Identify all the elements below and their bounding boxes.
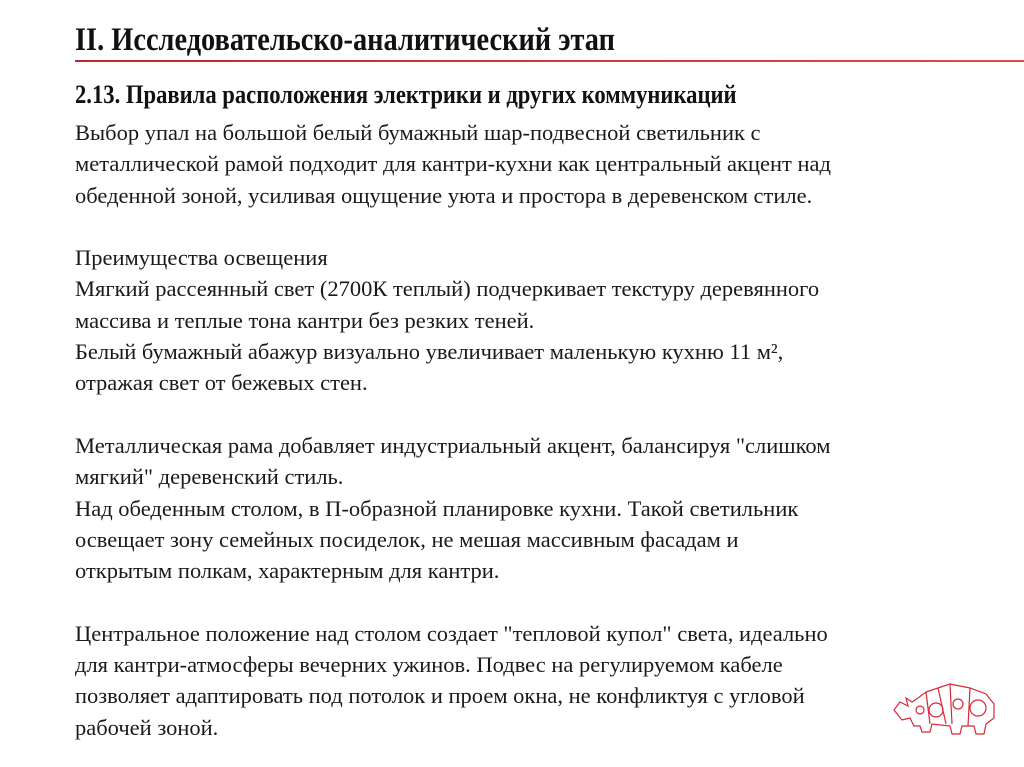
body-line: Мягкий рассеянный свет (2700К теплый) подчеркивает текстуру деревянного [75, 276, 820, 302]
body-line: металлической рамой подходит для кантри-кухни как центральный акцент над [75, 151, 831, 177]
body-line: массива и теплые тона кантри без резких теней. [75, 307, 535, 333]
body-line: открытым полкам, характерным для кантри. [75, 558, 500, 584]
slide-title: II. Исследовательско-аналитический этап [75, 22, 615, 58]
blank-line [75, 211, 831, 242]
rhino-logo-icon [890, 680, 1000, 740]
body-line: обеденной зоной, усиливая ощущение уюта и простора в деревенском стиле. [75, 182, 813, 208]
title-divider [75, 60, 1024, 62]
body-line: Выбор упал на большой белый бумажный шар-подвесной светильник с [75, 120, 761, 145]
body-line: отражая свет от бежевых стен. [75, 370, 368, 396]
body-line: Центральное положение над столом создает "тепловой купол" света, идеально [75, 620, 828, 646]
blank-line [75, 399, 831, 430]
body-line: для кантри-атмосферы вечерних ужинов. Подвес на регулируемом кабеле [75, 652, 783, 678]
body-line: Над обеденным столом, в П-образной планировке кухни. Такой светильник [75, 495, 799, 521]
body-line: рабочей зоной. [75, 714, 219, 740]
body-line: Металлическая рама добавляет индустриальный акцент, балансируя "слишком [75, 432, 831, 458]
body-line: Белый бумажный абажур визуально увеличивает маленькую кухню 11 м², [75, 339, 784, 365]
blank-line [75, 586, 831, 617]
body-line: мягкий" деревенский стиль. [75, 464, 344, 490]
slide-body [75, 117, 831, 743]
body-line: Преимущества освещения [75, 245, 328, 271]
slide-subtitle: 2.13. Правила расположения электрики и других коммуникаций [75, 80, 737, 109]
body-line: освещает зону семейных посиделок, не мешая массивным фасадам и [75, 526, 739, 552]
body-line: позволяет адаптировать под потолок и проем окна, не конфликтуя с угловой [75, 683, 805, 709]
